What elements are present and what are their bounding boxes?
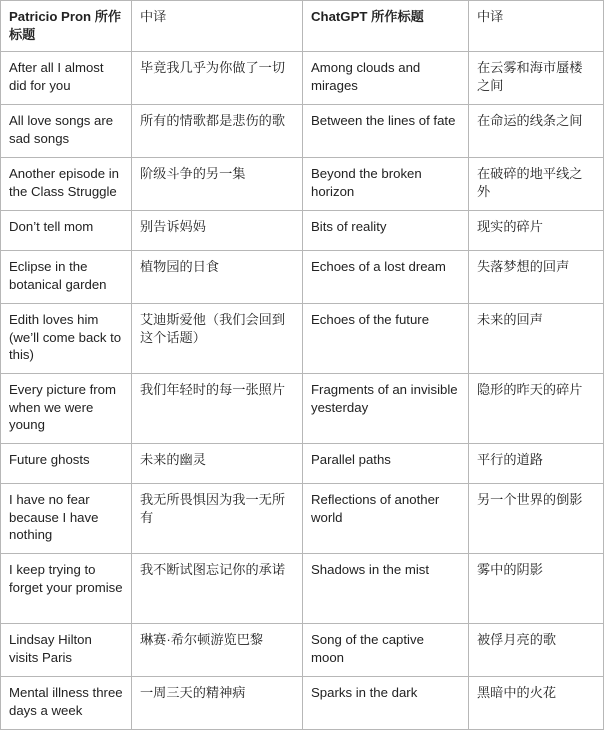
chatgpt-translation-cell: 在破碎的地平线之外 xyxy=(469,158,604,211)
pron-translation-cell: 未来的幽灵 xyxy=(132,444,303,484)
chatgpt-translation-cell: 未来的回声 xyxy=(469,304,604,374)
pron-translation-cell: 毕竟我几乎为你做了一切 xyxy=(132,52,303,105)
chatgpt-translation-cell: 被俘月亮的歌 xyxy=(469,624,604,677)
pron-translation-cell: 所有的情歌都是悲伤的歌 xyxy=(132,105,303,158)
pron-translation-cell: 我们年轻时的每一张照片 xyxy=(132,374,303,444)
pron-title-cell: Mental illness three days a week xyxy=(1,677,132,730)
chatgpt-title-cell: Reflections of another world xyxy=(303,484,469,554)
table-row xyxy=(1,374,604,444)
pron-title-cell: Lindsay Hilton visits Paris xyxy=(1,624,132,677)
table-header-row xyxy=(1,1,604,52)
header-pron-translation: 中译 xyxy=(132,1,303,52)
chatgpt-title-cell: Among clouds and mirages xyxy=(303,52,469,105)
table-row xyxy=(1,624,604,677)
chatgpt-title-cell: Shadows in the mist xyxy=(303,554,469,624)
pron-title-cell: I have no fear because I have nothing xyxy=(1,484,132,554)
pron-translation-cell: 琳赛·希尔顿游览巴黎 xyxy=(132,624,303,677)
header-chatgpt-translation: 中译 xyxy=(469,1,604,52)
pron-translation-cell: 植物园的日食 xyxy=(132,251,303,304)
pron-title-cell: I keep trying to forget your promise xyxy=(1,554,132,624)
pron-title-cell: Every picture from when we were young xyxy=(1,374,132,444)
pron-translation-cell: 一周三天的精神病 xyxy=(132,677,303,730)
pron-title-cell: Eclipse in the botanical garden xyxy=(1,251,132,304)
chatgpt-title-cell: Song of the captive moon xyxy=(303,624,469,677)
chatgpt-translation-cell: 平行的道路 xyxy=(469,444,604,484)
table-row xyxy=(1,158,604,211)
chatgpt-title-cell: Bits of reality xyxy=(303,211,469,251)
chatgpt-title-cell: Echoes of a lost dream xyxy=(303,251,469,304)
pron-translation-cell: 我无所畏惧因为我一无所有 xyxy=(132,484,303,554)
table-row xyxy=(1,444,604,484)
chatgpt-title-cell: Between the lines of fate xyxy=(303,105,469,158)
pron-title-cell: Future ghosts xyxy=(1,444,132,484)
chatgpt-title-cell: Sparks in the dark xyxy=(303,677,469,730)
pron-translation-cell: 艾迪斯爱他（我们会回到这个话题） xyxy=(132,304,303,374)
table-row xyxy=(1,52,604,105)
pron-title-cell: Edith loves him (we’ll come back to this) xyxy=(1,304,132,374)
table-row xyxy=(1,484,604,554)
pron-translation-cell: 别告诉妈妈 xyxy=(132,211,303,251)
chatgpt-translation-cell: 黑暗中的火花 xyxy=(469,677,604,730)
chatgpt-translation-cell: 在云雾和海市蜃楼之间 xyxy=(469,52,604,105)
table-row xyxy=(1,554,604,624)
table-row xyxy=(1,677,604,730)
header-chatgpt-title: ChatGPT 所作标题 xyxy=(303,1,469,52)
chatgpt-translation-cell: 在命运的线条之间 xyxy=(469,105,604,158)
chatgpt-title-cell: Fragments of an invisible yesterday xyxy=(303,374,469,444)
table-row xyxy=(1,304,604,374)
chatgpt-translation-cell: 现实的碎片 xyxy=(469,211,604,251)
chatgpt-title-cell: Beyond the broken horizon xyxy=(303,158,469,211)
pron-title-cell: All love songs are sad songs xyxy=(1,105,132,158)
chatgpt-title-cell: Echoes of the future xyxy=(303,304,469,374)
chatgpt-title-cell: Parallel paths xyxy=(303,444,469,484)
table-row xyxy=(1,251,604,304)
chatgpt-translation-cell: 失落梦想的回声 xyxy=(469,251,604,304)
chatgpt-translation-cell: 另一个世界的倒影 xyxy=(469,484,604,554)
pron-title-cell: Another episode in the Class Struggle xyxy=(1,158,132,211)
chatgpt-translation-cell: 隐形的昨天的碎片 xyxy=(469,374,604,444)
pron-translation-cell: 阶级斗争的另一集 xyxy=(132,158,303,211)
chatgpt-translation-cell: 雾中的阴影 xyxy=(469,554,604,624)
table-row xyxy=(1,211,604,251)
pron-title-cell: After all I almost did for you xyxy=(1,52,132,105)
table-row xyxy=(1,105,604,158)
header-pron-title: Patricio Pron 所作标题 xyxy=(1,1,132,52)
pron-translation-cell: 我不断试图忘记你的承诺 xyxy=(132,554,303,624)
pron-title-cell: Don’t tell mom xyxy=(1,211,132,251)
